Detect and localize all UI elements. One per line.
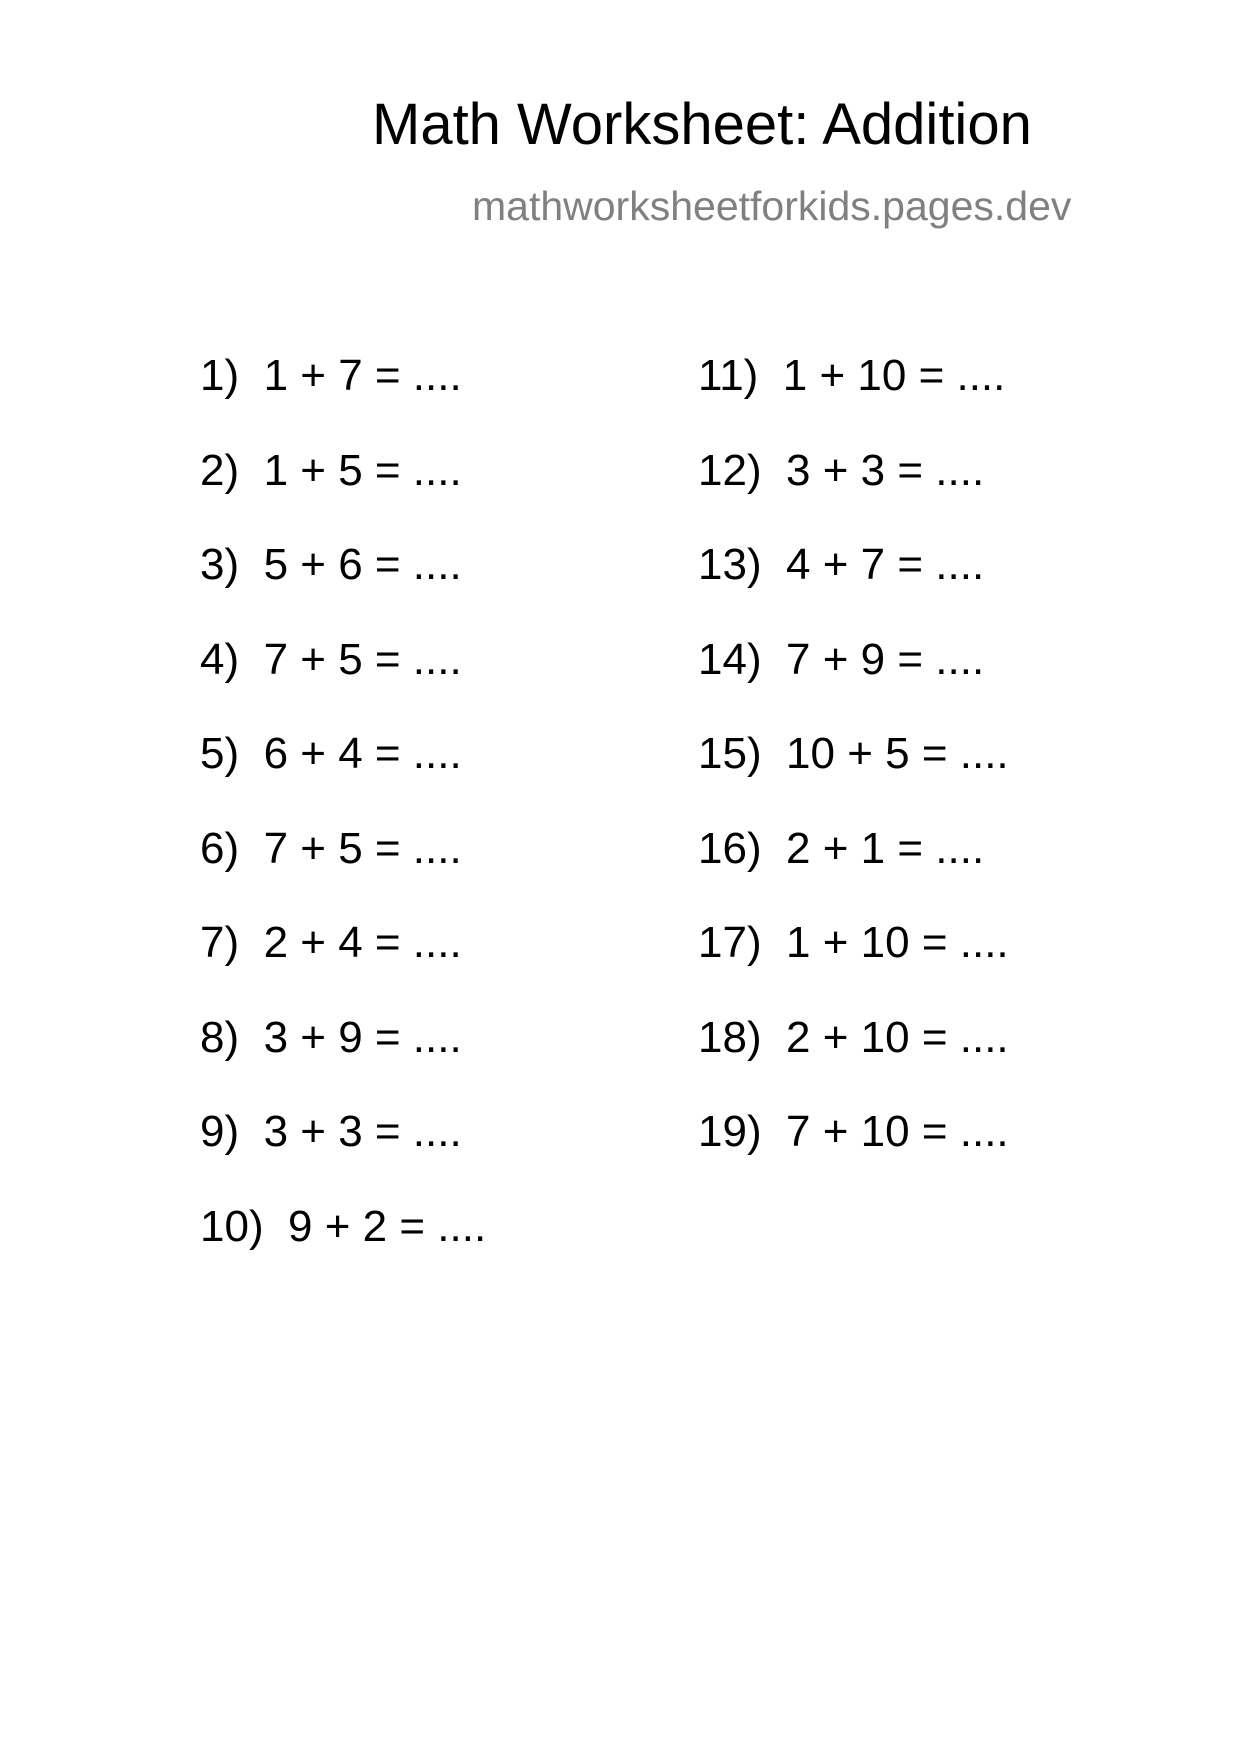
problem-number: 3)	[200, 540, 240, 589]
problem-expression: 1 + 5 = ....	[263, 445, 462, 495]
problem-expression: 10 + 5 = ....	[786, 729, 1009, 778]
problem-number: 19)	[698, 1107, 762, 1156]
problem-expression: 1 + 10 = ....	[786, 918, 1009, 967]
problem-expression: 3 + 3 = ....	[786, 445, 985, 495]
problem-expression: 1 + 10 = ....	[782, 351, 1006, 400]
problem-number: 17)	[698, 918, 762, 967]
problem-expression: 7 + 5 = ....	[263, 823, 462, 873]
problem-number: 8)	[200, 1012, 240, 1062]
problem-item	[698, 918, 1009, 967]
problem-expression: 7 + 9 = ....	[786, 634, 985, 684]
problem-number: 18)	[698, 1012, 762, 1062]
problem-expression: 3 + 9 = ....	[263, 1012, 462, 1062]
problem-number: 2)	[200, 445, 240, 495]
problem-item	[698, 823, 985, 873]
problem-expression: 2 + 10 = ....	[786, 1012, 1009, 1062]
problem-item	[698, 1012, 1009, 1062]
problem-number: 6)	[200, 823, 240, 873]
problem-item	[200, 729, 462, 778]
problem-number: 16)	[698, 823, 762, 873]
problem-expression: 6 + 4 = ....	[263, 729, 462, 778]
problem-expression: 7 + 5 = ....	[263, 634, 462, 684]
problem-expression: 2 + 4 = ....	[263, 918, 462, 967]
problem-item	[698, 540, 985, 589]
problem-expression: 1 + 7 = ....	[263, 351, 462, 400]
problem-item	[200, 823, 462, 873]
problem-item	[698, 351, 1006, 400]
problem-item	[698, 634, 985, 684]
problem-item	[698, 729, 1009, 778]
problem-number: 15)	[698, 729, 762, 778]
website-url: mathworksheetforkids.pages.dev	[472, 183, 1072, 229]
problem-item	[200, 1107, 462, 1156]
problem-number: 14)	[698, 634, 762, 684]
problem-expression: 9 + 2 = ....	[288, 1201, 487, 1251]
problem-number: 12)	[698, 445, 762, 495]
problem-number: 4)	[200, 634, 240, 684]
problem-item	[200, 918, 462, 967]
problem-expression: 2 + 1 = ....	[786, 823, 985, 873]
problem-item	[200, 634, 462, 684]
problem-number: 5)	[200, 729, 240, 778]
problem-item	[200, 1012, 462, 1062]
problem-item	[200, 1201, 487, 1251]
page-title: Math Worksheet: Addition	[372, 92, 1032, 157]
problem-number: 10)	[200, 1201, 264, 1251]
problem-item	[200, 540, 462, 589]
problem-item	[200, 445, 462, 495]
problem-item	[698, 1107, 1009, 1156]
problem-number: 1)	[200, 351, 240, 400]
problem-expression: 5 + 6 = ....	[263, 540, 462, 589]
problem-expression: 4 + 7 = ....	[786, 540, 985, 589]
problem-number: 11)	[698, 351, 759, 400]
problem-number: 9)	[200, 1107, 240, 1156]
problem-expression: 3 + 3 = ....	[263, 1107, 462, 1156]
problem-item	[200, 351, 462, 400]
problem-number: 7)	[200, 918, 240, 967]
problem-number: 13)	[698, 540, 762, 589]
problem-item	[698, 445, 985, 495]
problem-expression: 7 + 10 = ....	[786, 1107, 1009, 1156]
